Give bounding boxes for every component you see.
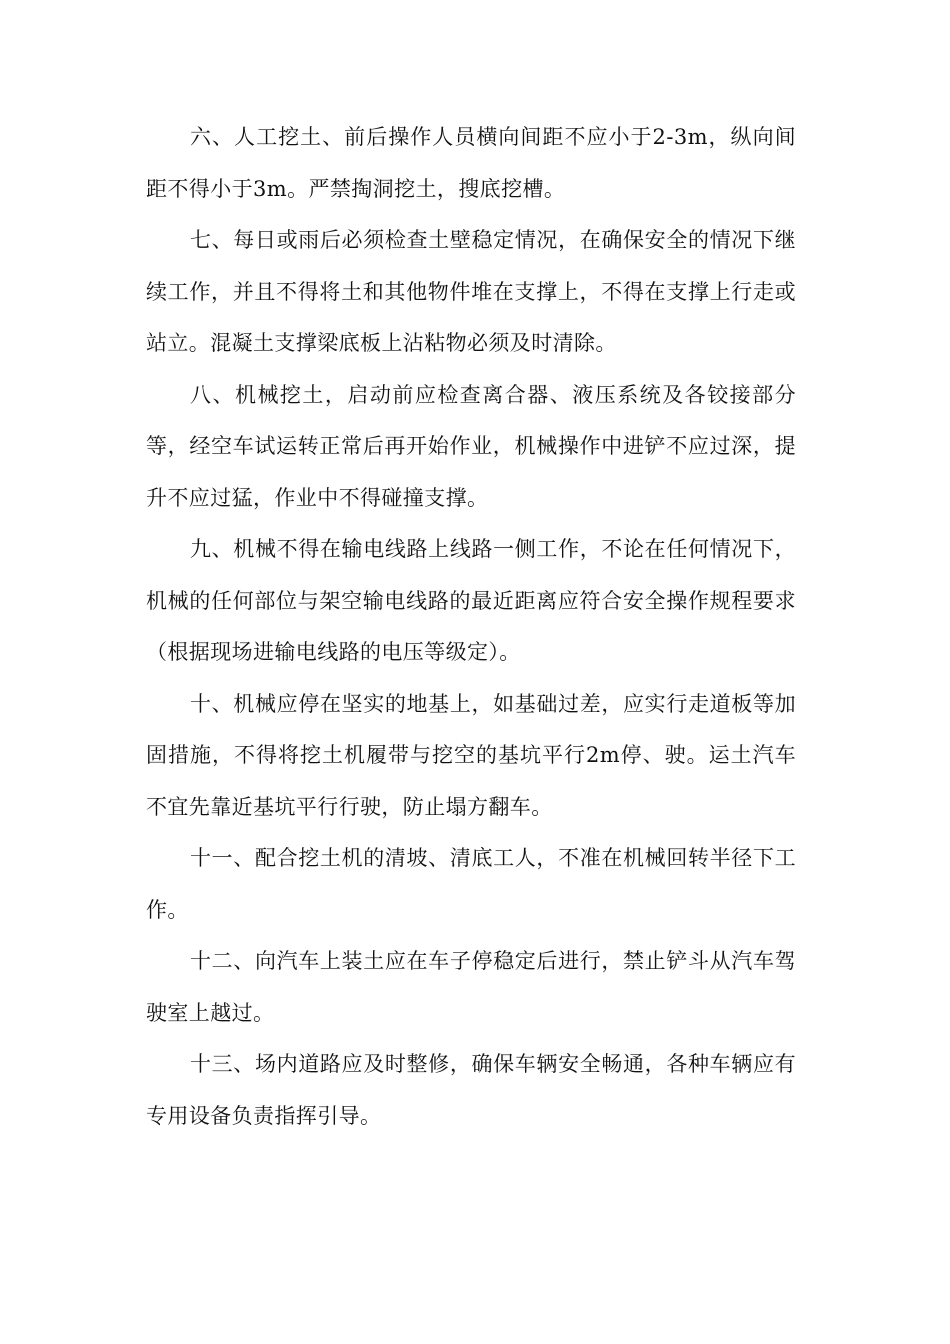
paragraph-item-13: 十三、场内道路应及时整修，确保车辆安全畅通，各种车辆应有专用设备负责指挥引导。 (146, 1052, 796, 1128)
paragraph-item-10: 十、机械应停在坚实的地基上，如基础过差，应实行走道板等加固措施，不得将挖土机履带与挖空的基坑平行2m停、驶。运土汽车不宜先靠近基坑平行行驶，防止塌方翻车。 (146, 691, 796, 819)
paragraph-item-8: 八、机械挖土，启动前应检查离合器、液压系统及各铰接部分等，经空车试运转正常后再开始作业，机械操作中进铲不应过深，提升不应过猛，作业中不得碰撞支撑。 (146, 382, 796, 510)
document-body (146, 112, 796, 1142)
paragraph-item-11: 十一、配合挖土机的清坡、清底工人，不准在机械回转半径下工作。 (146, 846, 796, 922)
paragraph-item-9: 九、机械不得在输电线路上线路一侧工作，不论在任何情况下，机械的任何部位与架空输电线路的最近距离应符合安全操作规程要求（根据现场进输电线路的电压等级定）。 (146, 537, 796, 664)
paragraph-item-6: 六、人工挖土、前后操作人员横向间距不应小于2-3m，纵向间距不得小于3m。严禁掏洞挖土，搜底挖槽。 (146, 125, 796, 201)
paragraph-item-12: 十二、向汽车上装土应在车子停稳定后进行，禁止铲斗从汽车驾驶室上越过。 (146, 949, 796, 1025)
paragraph-item-7: 七、每日或雨后必须检查土壁稳定情况，在确保安全的情况下继续工作，并且不得将土和其他物件堆在支撑上，不得在支撑上行走或站立。混凝土支撑梁底板上沾粘物必须及时清除。 (146, 228, 796, 355)
